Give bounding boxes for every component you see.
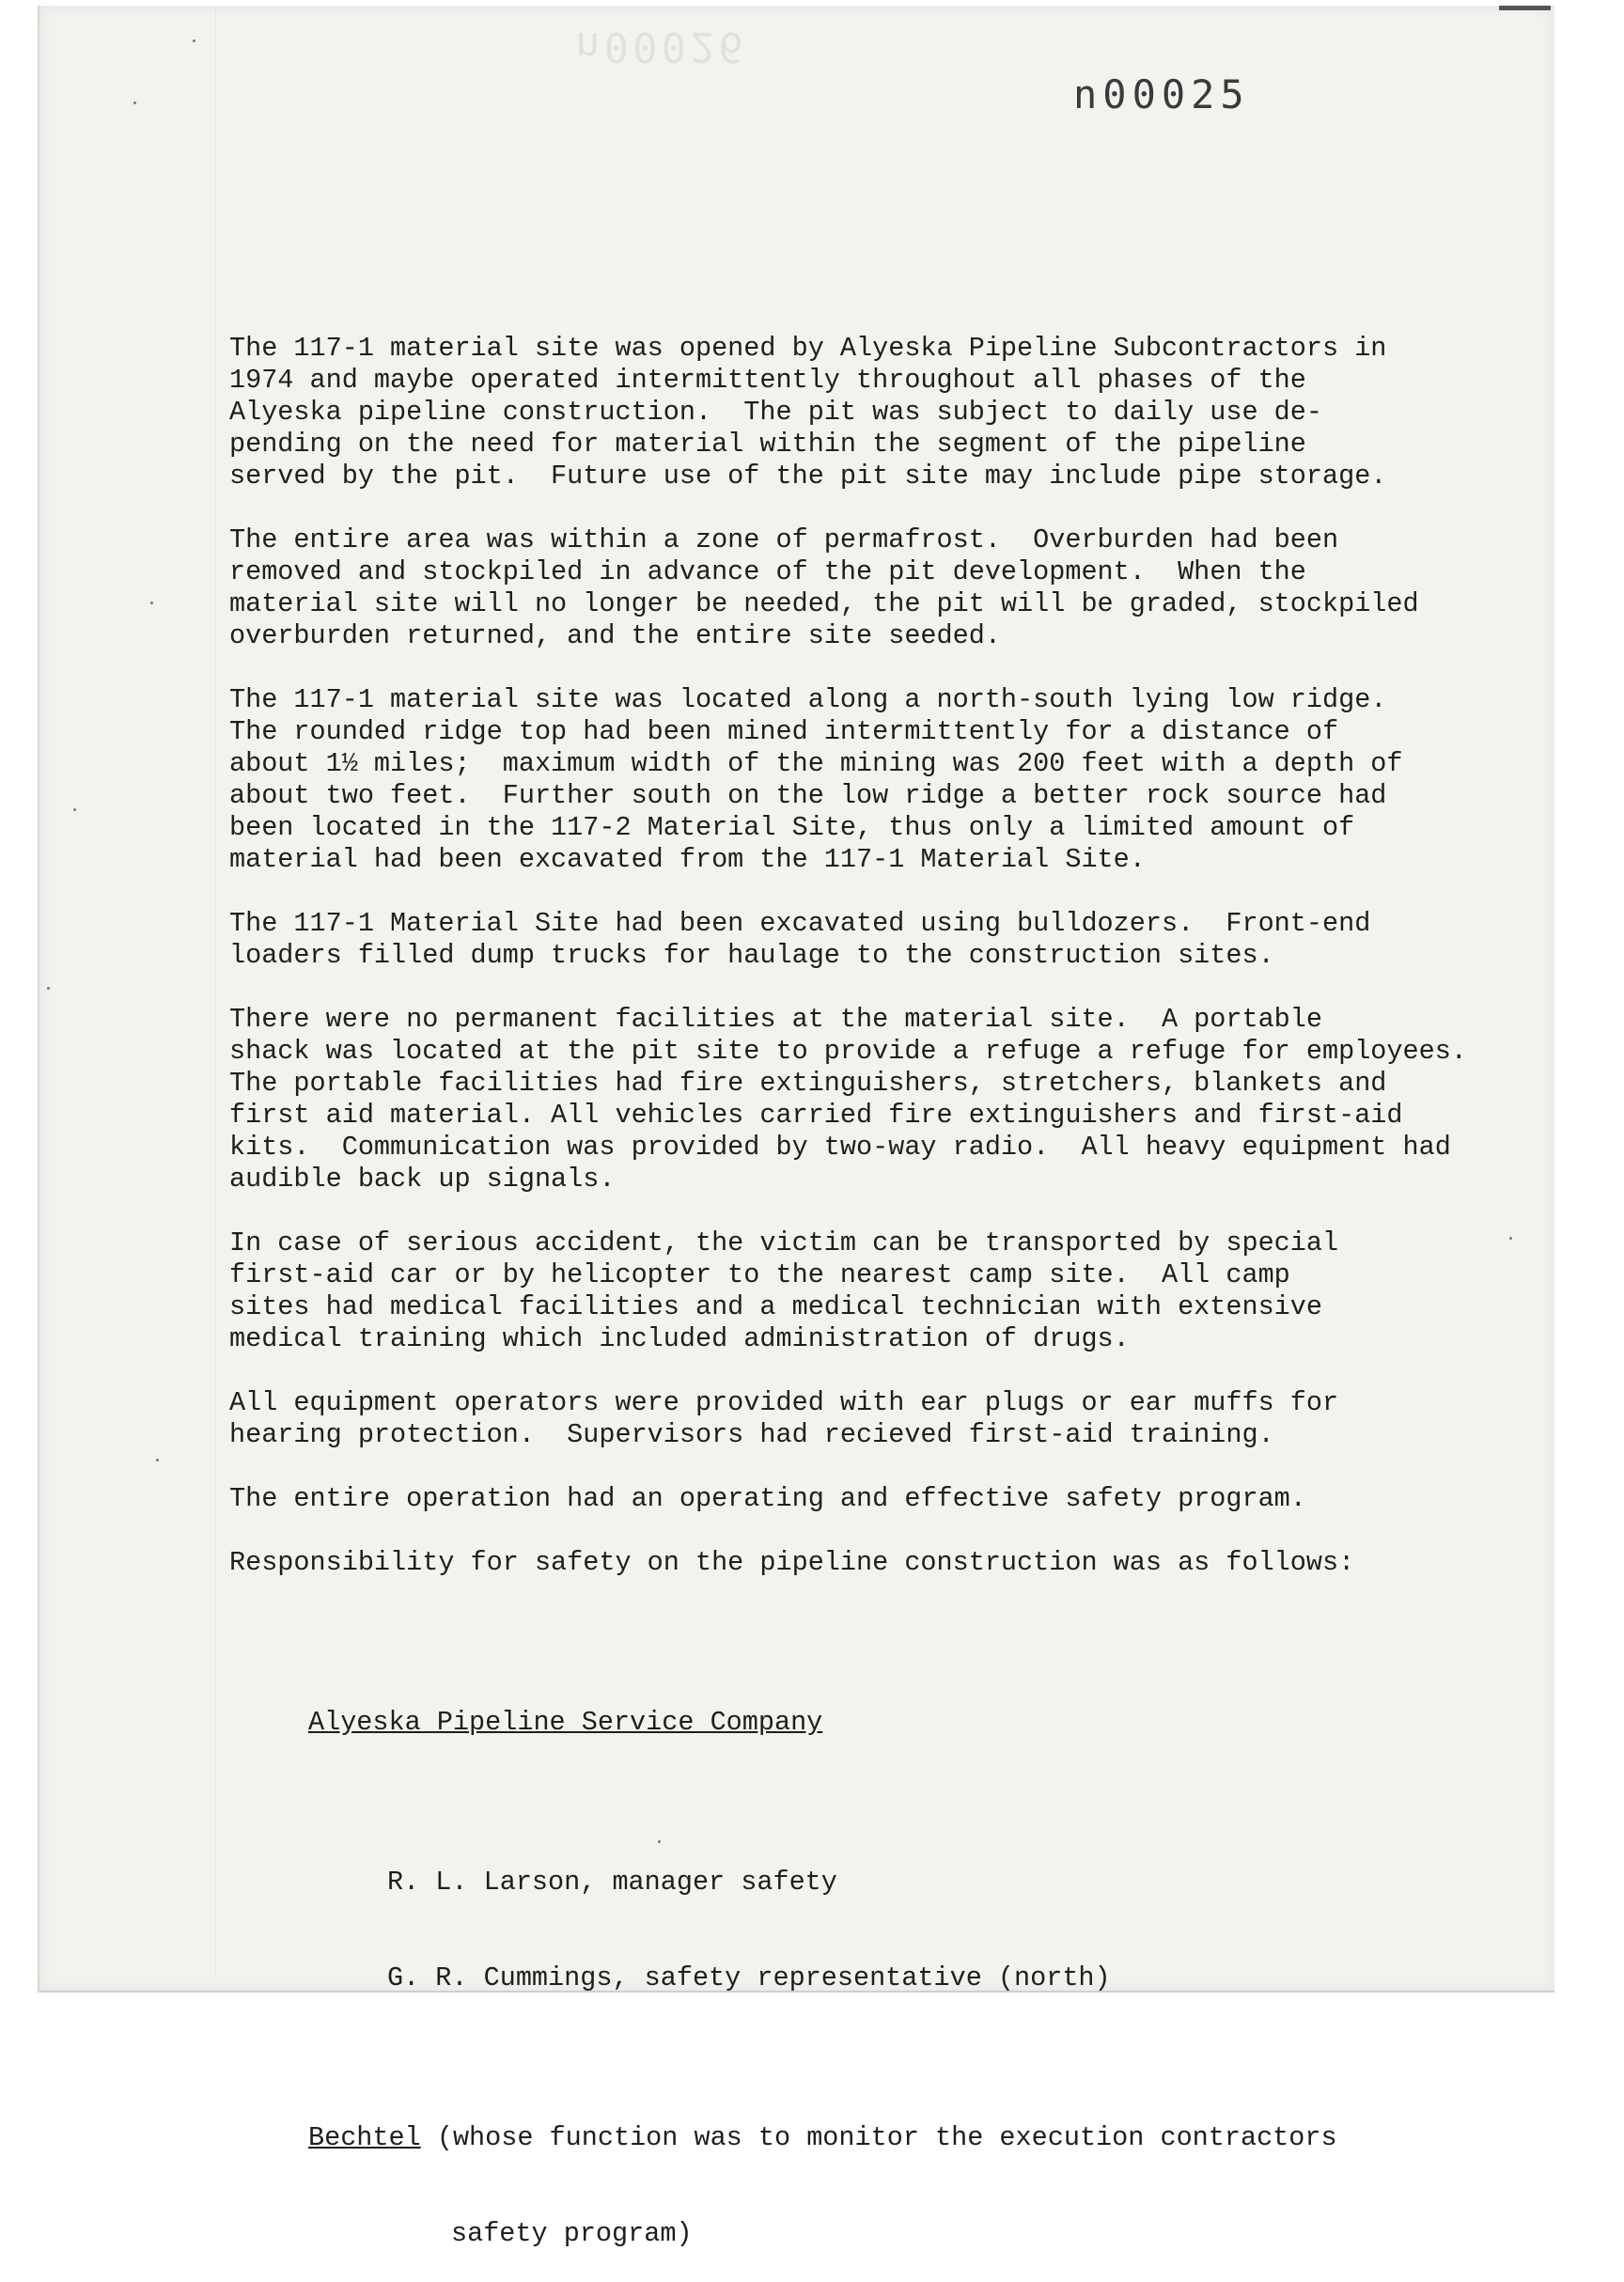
text-line: material had been excavated from the 117-1 Material Site. [229,844,1146,875]
paragraph [229,1547,1470,1579]
text-line: shack was located at the pit site to provide a refuge a refuge for employees. [229,1036,1467,1067]
paragraph [229,1483,1470,1515]
speck [156,1459,159,1461]
text-line: Responsibility for safety on the pipeline construction was as follows: [229,1547,1355,1578]
text-line: first aid material. All vehicles carried fire extinguishers and first-aid [229,1100,1403,1131]
text-line: loaders filled dump trucks for haulage to the construction sites. [229,940,1274,971]
bechtel-name: Bechtel [308,2122,421,2153]
text-line: removed and stockpiled in advance of the pit development. When the [229,556,1306,587]
text-line: The rounded ridge top had been mined intermittently for a distance of [229,716,1339,747]
page-number: n00025 [1073,71,1250,117]
fold-line [215,6,216,1979]
text-line: Alyeska pipeline construction. The pit was subject to daily use de- [229,397,1322,428]
person-line: G. R. Cummings, safety representative (north) [387,1962,1111,1993]
speck [47,987,50,990]
speck [193,39,195,42]
text-line: The entire area was within a zone of permafrost. Overburden had been [229,524,1339,555]
paragraph [229,333,1470,492]
text-line: The 117-1 material site was located along a north-south lying low ridge. [229,684,1387,715]
text-line: The 117-1 material site was opened by Alyeska Pipeline Subcontractors in [229,333,1387,364]
text-line: been located in the 117-2 Material Site, thus only a limited amount of [229,812,1355,843]
bechtel-note: (whose function was to monitor the execution contractors [420,2122,1337,2153]
text-line: The portable facilities had fire extinguishers, stretchers, blankets and [229,1068,1387,1099]
speck [133,102,136,104]
text-line: about 1½ miles; maximum width of the mining was 200 feet with a depth of [229,748,1403,779]
text-line: sites had medical facilities and a medical technician with extensive [229,1291,1322,1322]
bleed-through-page-number: n00026 [575,23,747,70]
text-line: kits. Communication was provided by two-way radio. All heavy equipment had [229,1132,1451,1163]
speck [150,602,153,604]
speck [1509,1237,1512,1240]
bechtel-line [308,2122,1470,2154]
text-line: first-aid car or by helicopter to the nearest camp site. All camp [229,1259,1290,1290]
paragraph-list [229,333,1470,1579]
text-line: overburden returned, and the entire site seeded. [229,620,1001,651]
text-line: There were no permanent facilities at the material site. A portable [229,1004,1322,1035]
paragraph [229,1004,1470,1196]
company-heading [308,1707,1470,1739]
text-line: hearing protection. Supervisors had recieved first-aid training. [229,1419,1274,1450]
person-line: R. L. Larson, manager safety [387,1867,837,1898]
text-line: All equipment operators were provided with ear plugs or ear muffs for [229,1387,1339,1418]
text-line: about two feet. Further south on the low ridge a better rock source had [229,780,1387,811]
text-line: 1974 and maybe operated intermittently throughout all phases of the [229,365,1306,396]
binding-mark [1499,6,1551,10]
bechtel-note-continued: safety program) [451,2218,693,2249]
text-line: pending on the need for material within the segment of the pipeline [229,429,1306,460]
text-line: medical training which included administration of drugs. [229,1323,1130,1354]
text-line: In case of serious accident, the victim can be transported by special [229,1227,1339,1258]
document-body [229,269,1470,2282]
speck [73,808,76,811]
text-line: The 117-1 Material Site had been excavated using bulldozers. Front-end [229,908,1371,939]
paragraph [229,1227,1470,1355]
text-line: The entire operation had an operating and effective safety program. [229,1483,1306,1514]
paragraph [229,524,1470,652]
company-name: Alyeska Pipeline Service Company [308,1707,823,1738]
paragraph [229,1387,1470,1451]
text-line: audible back up signals. [229,1164,616,1195]
paragraph [229,684,1470,876]
text-line: served by the pit. Future use of the pit site may include pipe storage. [229,461,1387,492]
paragraph [229,908,1470,972]
text-line: material site will no longer be needed, the pit will be graded, stockpiled [229,588,1419,619]
